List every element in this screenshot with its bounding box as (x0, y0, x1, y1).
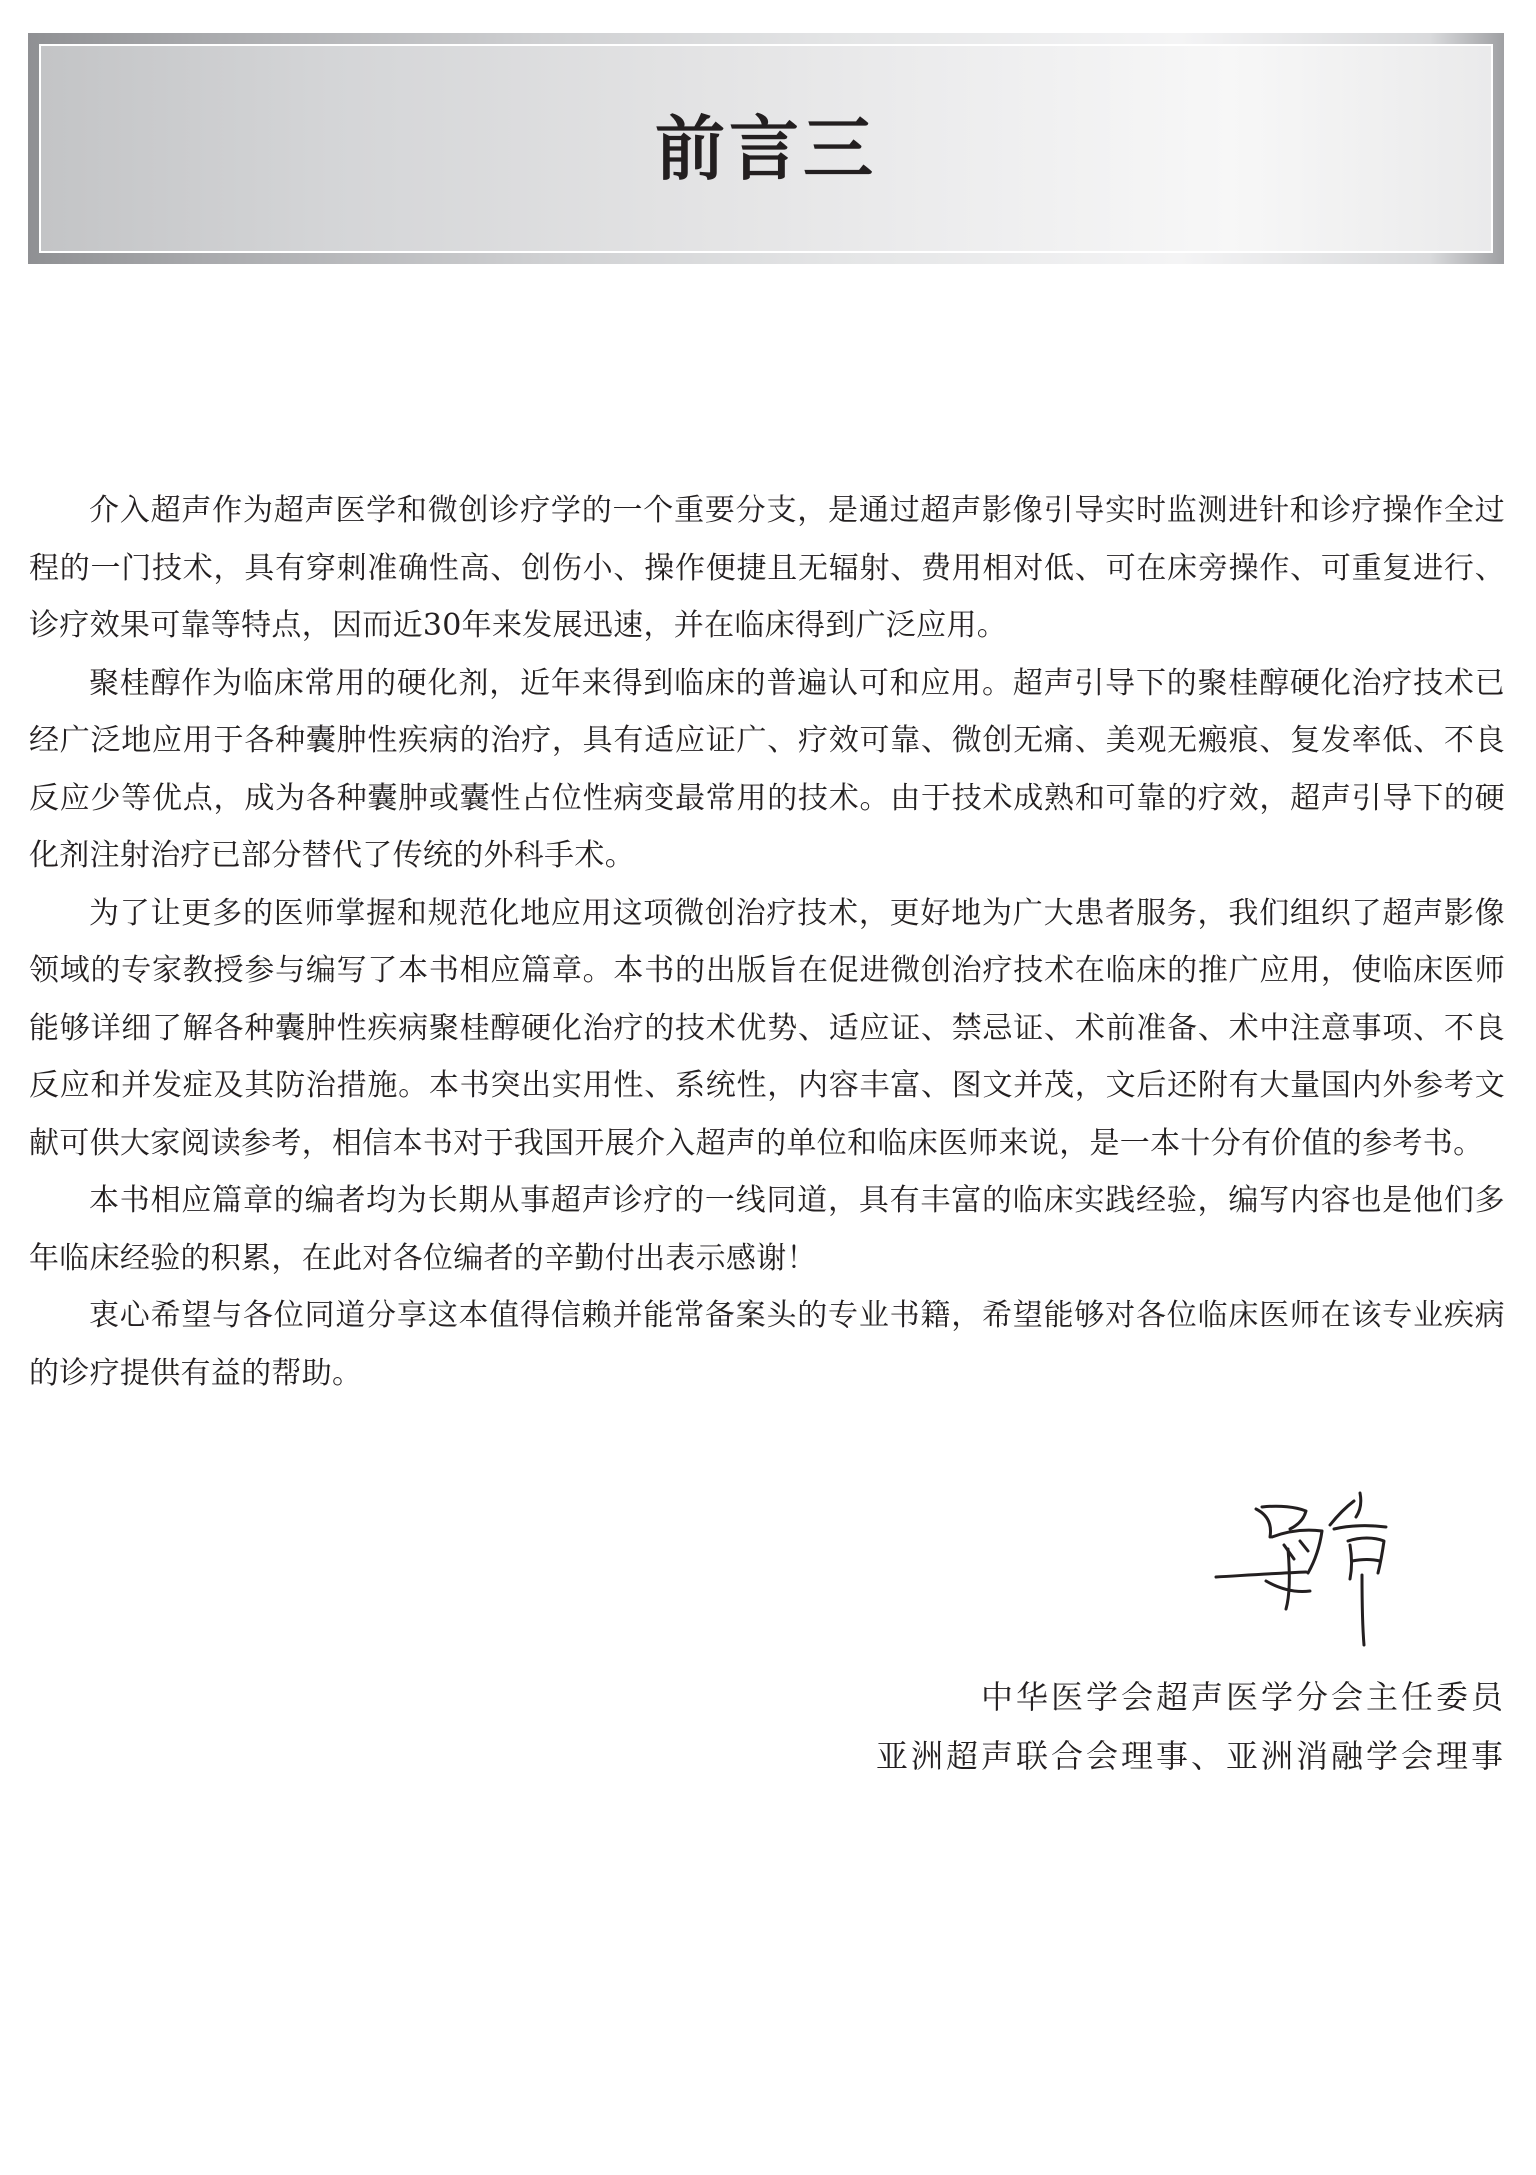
title-banner-inner (39, 44, 1493, 253)
page-title: 前言三 (655, 108, 877, 190)
paragraph-1: 介入超声作为超声医学和微创诊疗学的一个重要分支，是通过超声影像引导实时监测进针和诊疗操作全过程的一门技术，具有穿刺准确性高、创伤小、操作便捷且无辐射、费用相对低、可在床旁操作、可重复进行、诊疗效果可靠等特点，因而近30年来发展迅速，并在临床得到广泛应用。 (29, 493, 1505, 643)
paragraph-5: 衷心希望与各位同道分享这本值得信赖并能常备案头的专业书籍，希望能够对各位临床医师在该专业疾病的诊疗提供有益的帮助。 (29, 1298, 1505, 1391)
preface-body (29, 482, 1505, 1402)
paragraph-3: 为了让更多的医师掌握和规范化地应用这项微创治疗技术，更好地为广大患者服务，我们组织了超声影像领域的专家教授参与编写了本书相应篇章。本书的出版旨在促进微创治疗技术在临床的推广应用，使临床医师能够详细了解各种囊肿性疾病聚桂醇硬化治疗的技术优势、适应证、禁忌证、术前准备、术中注意事项、不良反应和并发症及其防治措施。本书突出实用性、系统性，内容丰富、图文并茂，文后还附有大量国内外参考文献可供大家阅读参考，相信本书对于我国开展介入超声的单位和临床医师来说，是一本十分有价值的参考书。 (29, 895, 1505, 1161)
paragraph-2: 聚桂醇作为临床常用的硬化剂，近年来得到临床的普遍认可和应用。超声引导下的聚桂醇硬化治疗技术已经广泛地应用于各种囊肿性疾病的治疗，具有适应证广、疗效可靠、微创无痛、美观无瘢痕、复发率低、不良反应少等优点，成为各种囊肿或囊性占位性病变最常用的技术。由于技术成熟和可靠的疗效，超声引导下的硬化剂注射治疗已部分替代了传统的外科手术。 (29, 665, 1505, 873)
signature-title-line-1: 中华医学会超声医学分会主任委员 (980, 1678, 1506, 1716)
signature-title-line-2: 亚洲超声联合会理事、亚洲消融学会理事 (875, 1737, 1506, 1775)
paragraph-4: 本书相应篇章的编者均为长期从事超声诊疗的一线同道，具有丰富的临床实践经验，编写内容也是他们多年临床经验的积累，在此对各位编者的辛勤付出表示感谢！ (29, 1183, 1505, 1276)
title-banner (28, 33, 1504, 264)
handwritten-signature (1210, 1485, 1450, 1655)
